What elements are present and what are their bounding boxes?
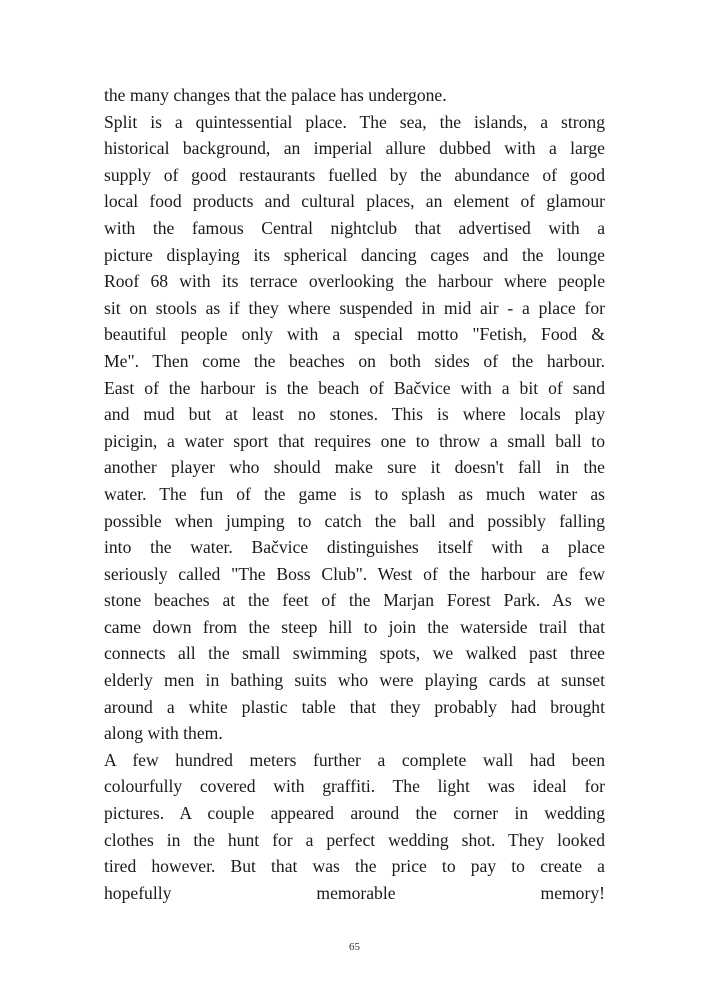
text-line: beautiful people only with a special motto "Fetish, Food & — [104, 324, 605, 345]
text-line: tired however. But that was the price to pay to create a — [104, 856, 605, 877]
body-text — [104, 82, 605, 906]
text-line: and mud but at least no stones. This is where locals play — [104, 404, 605, 425]
text-line: Split is a quintessential place. The sea, the islands, a strong — [104, 111, 605, 132]
text-line: into the water. Bačvice distinguishes itself with a place — [104, 537, 605, 558]
text-line: supply of good restaurants fuelled by the abundance of good — [104, 164, 605, 185]
text-line: local food products and cultural places, an element of glamour — [104, 191, 605, 212]
text-line: picigin, a water sport that requires one to throw a small ball to — [104, 430, 605, 451]
text-line: around a white plastic table that they probably had brought — [104, 696, 605, 717]
text-line: Roof 68 with its terrace overlooking the harbour where people — [104, 271, 605, 292]
text-line: possible when jumping to catch the ball and possibly falling — [104, 510, 605, 531]
text-line: clothes in the hunt for a perfect wedding shot. They looked — [104, 829, 605, 850]
text-line: pictures. A couple appeared around the corner in wedding — [104, 803, 605, 824]
text-line: water. The fun of the game is to splash as much water as — [104, 483, 605, 504]
text-line: with the famous Central nightclub that advertised with a — [104, 217, 605, 238]
text-line: Me". Then come the beaches on both sides of the harbour. — [104, 350, 605, 371]
page-number: 65 — [349, 941, 360, 953]
text-line: the many changes that the palace has undergone. — [104, 85, 447, 105]
text-line: elderly men in bathing suits who were playing cards at sunset — [104, 670, 605, 691]
text-line: seriously called "The Boss Club". West of the harbour are few — [104, 563, 605, 584]
text-line: historical background, an imperial allure dubbed with a large — [104, 138, 605, 159]
text-line: hopefully memorable memory! — [104, 882, 605, 903]
text-line: colourfully covered with graffiti. The light was ideal for — [104, 776, 605, 797]
text-line: connects all the small swimming spots, we walked past three — [104, 643, 605, 664]
text-line: stone beaches at the feet of the Marjan Forest Park. As we — [104, 590, 605, 611]
text-line: East of the harbour is the beach of Bačvice with a bit of sand — [104, 377, 605, 398]
text-line: another player who should make sure it doesn't fall in the — [104, 457, 605, 478]
text-line: came down from the steep hill to join the waterside trail that — [104, 616, 605, 637]
paragraph — [104, 109, 605, 747]
text-line: along with them. — [104, 723, 223, 744]
paragraph — [104, 747, 605, 907]
paragraph — [104, 82, 605, 109]
text-line: sit on stools as if they where suspended in mid air - a place for — [104, 297, 605, 318]
text-line: picture displaying its spherical dancing cages and the lounge — [104, 244, 605, 265]
text-line: A few hundred meters further a complete wall had been — [104, 749, 605, 770]
